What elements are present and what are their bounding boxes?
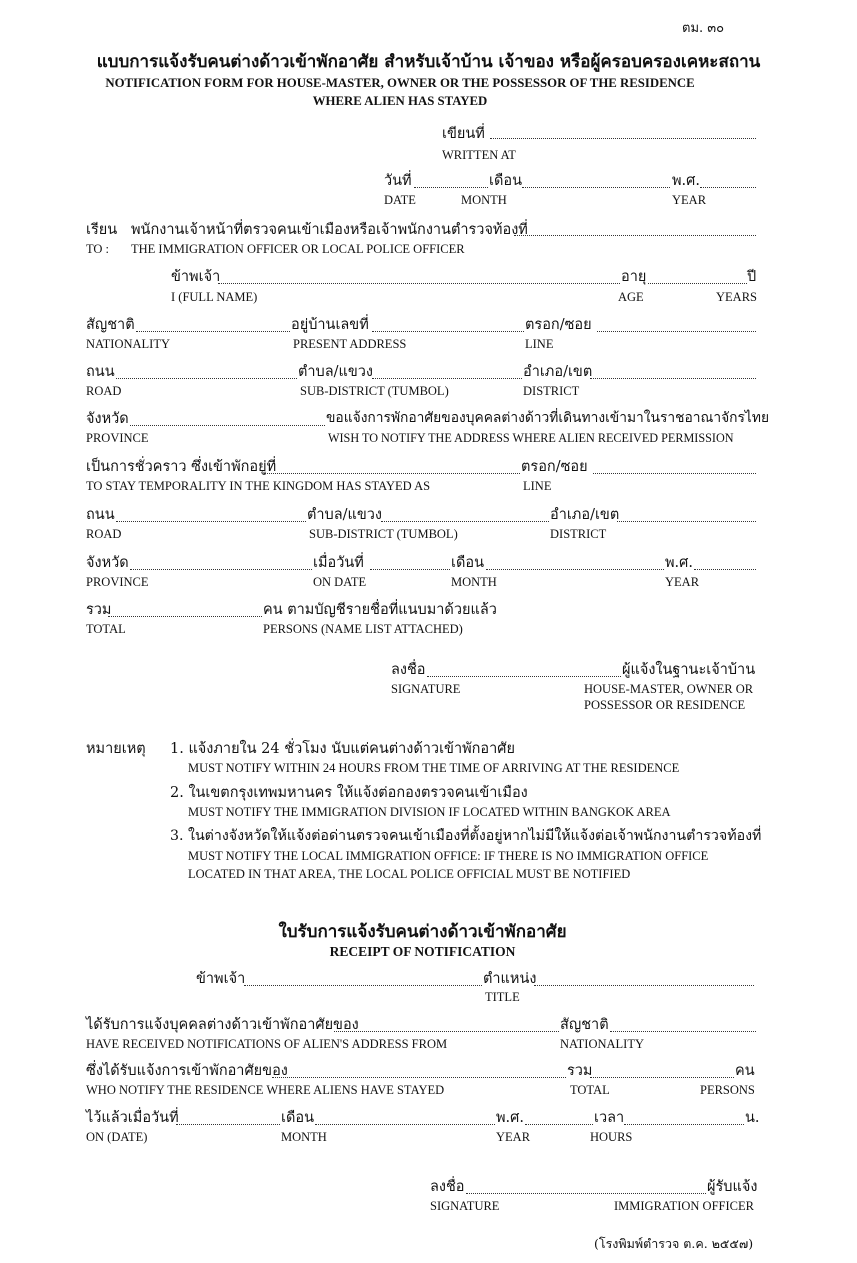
notifier-role-label-en: HOUSE-MASTER, OWNER OR xyxy=(584,682,754,696)
remark-item-en: MUST NOTIFY WITHIN 24 HOURS FROM THE TIME OF ARRIVING AT THE RESIDENCE xyxy=(188,761,680,775)
to-field[interactable] xyxy=(514,235,756,236)
receipt-time-label: เวลา xyxy=(594,1110,625,1126)
road-field[interactable] xyxy=(116,378,297,379)
stay-subdistrict-field[interactable] xyxy=(381,521,549,522)
remarks-label: หมายเหตุ xyxy=(86,741,146,757)
on-date-year-label: พ.ศ. xyxy=(665,555,693,571)
notifier-field[interactable] xyxy=(272,1077,566,1078)
form-number: ตม. ๓๐ xyxy=(682,21,725,36)
age-field[interactable] xyxy=(648,283,747,284)
full-name-label-en: I (FULL NAME) xyxy=(171,290,258,304)
form-title-thai: แบบการแจ้งรับคนต่างด้าวเข้าพักอาศัย สำหรับเจ้าบ้าน เจ้าของ หรือผู้ครอบครองเคหะสถาน xyxy=(96,52,761,72)
stay-address-field[interactable] xyxy=(264,473,520,474)
to-recipient-en: THE IMMIGRATION OFFICER OR LOCAL POLICE OFFICER xyxy=(131,242,465,256)
nationality-label: สัญชาติ xyxy=(86,317,135,333)
receipt-hour-label: น. xyxy=(745,1110,760,1126)
receiver-role-label-en: IMMIGRATION OFFICER xyxy=(614,1199,754,1213)
receipt-month-label-en: MONTH xyxy=(281,1130,327,1144)
line-label-en: LINE xyxy=(525,337,554,351)
position-label-en: TITLE xyxy=(485,990,520,1004)
subdistrict-label-en: SUB-DISTRICT (TUMBOL) xyxy=(300,384,449,398)
receipt-total-field[interactable] xyxy=(590,1077,734,1078)
on-date-year-field[interactable] xyxy=(694,569,756,570)
officer-name-label: ข้าพเจ้า xyxy=(196,971,246,987)
present-address-field[interactable] xyxy=(372,331,524,332)
district-label-en: DISTRICT xyxy=(523,384,580,398)
stay-label: เป็นการชั่วคราว ซึ่งเข้าพักอยู่ที่ xyxy=(86,459,277,475)
persons-attached-label: คน ตามบัญชีรายชื่อที่แนบมาด้วยแล้ว xyxy=(263,602,497,618)
stay-line-label: ตรอก/ซอย xyxy=(521,459,588,475)
remark-item-en: MUST NOTIFY THE IMMIGRATION DIVISION IF LOCATED WITHIN BANGKOK AREA xyxy=(188,805,671,819)
received-from-label-en: HAVE RECEIVED NOTIFICATIONS OF ALIEN'S ADDRESS FROM xyxy=(86,1037,448,1051)
receiver-signature-label-en: SIGNATURE xyxy=(430,1199,500,1213)
officer-name-field[interactable] xyxy=(244,985,482,986)
receiver-role-label: ผู้รับแจ้ง xyxy=(707,1179,758,1195)
receipt-title-en: RECEIPT OF NOTIFICATION xyxy=(329,944,516,959)
years-label: ปี xyxy=(747,269,757,285)
date-year-field[interactable] xyxy=(700,187,756,188)
remark-item: 2. ในเขตกรุงเทพมหานคร ให้แจ้งต่อกองตรวจคนเข้าเมือง xyxy=(170,785,528,801)
present-address-label: อยู่บ้านเลขที่ xyxy=(291,317,369,333)
written-at-field[interactable] xyxy=(490,138,756,139)
stay-district-label: อำเภอ/เขต xyxy=(550,507,620,523)
on-date-label-en: ON DATE xyxy=(313,575,367,589)
received-from-field[interactable] xyxy=(334,1031,559,1032)
present-address-label-en: PRESENT ADDRESS xyxy=(293,337,407,351)
printer-footer: (โรงพิมพ์ตำรวจ ต.ค. ๒๕๕๗) xyxy=(594,1236,754,1251)
subdistrict-label: ตำบล/แขวง xyxy=(298,364,374,380)
remark-item: 1. แจ้งภายใน 24 ชั่วโมง นับแต่คนต่างด้าวเข้าพักอาศัย xyxy=(170,741,515,757)
nationality-field[interactable] xyxy=(136,331,290,332)
district-label: อำเภอ/เขต xyxy=(523,364,593,380)
stay-subdistrict-label-en: SUB-DISTRICT (TUMBOL) xyxy=(309,527,458,541)
receipt-date-label: ไว้แล้วเมื่อวันที่ xyxy=(86,1110,179,1126)
remark-item-en: LOCATED IN THAT AREA, THE LOCAL POLICE OFFICIAL MUST BE NOTIFIED xyxy=(188,867,631,881)
receipt-year-field[interactable] xyxy=(525,1124,593,1125)
receipt-year-label: พ.ศ. xyxy=(496,1110,524,1126)
province-label-en: PROVINCE xyxy=(86,431,149,445)
remark-item: 3. ในต่างจังหวัดให้แจ้งต่อด่านตรวจคนเข้าเมืองที่ตั้งอยู่หากไม่มีให้แจ้งต่อเจ้าพนักงานตำรวจท้องที่ xyxy=(170,828,762,844)
date-label: วันที่ xyxy=(384,173,412,189)
date-day-field[interactable] xyxy=(414,187,488,188)
age-label-en: AGE xyxy=(618,290,644,304)
province-label: จังหวัด xyxy=(86,411,129,427)
nationality-label-en: NATIONALITY xyxy=(86,337,171,351)
written-at-label-en: WRITTEN AT xyxy=(442,148,516,162)
receipt-persons-label-en: PERSONS xyxy=(700,1083,755,1097)
stay-province-label-en: PROVINCE xyxy=(86,575,149,589)
on-date-month-field[interactable] xyxy=(486,569,664,570)
receipt-hours-label-en: HOURS xyxy=(590,1130,633,1144)
road-label: ถนน xyxy=(86,364,115,380)
notifier-role-label: ผู้แจ้งในฐานะเจ้าบ้าน xyxy=(622,662,756,678)
receipt-time-field[interactable] xyxy=(624,1124,744,1125)
form-title-english: NOTIFICATION FORM FOR HOUSE-MASTER, OWNER OR THE POSSESSOR OF THE RESIDENCE xyxy=(105,76,695,90)
years-label-en: YEARS xyxy=(716,290,757,304)
receiver-signature-label: ลงชื่อ xyxy=(430,1179,465,1195)
on-date-month-label: เดือน xyxy=(451,555,484,571)
road-label-en: ROAD xyxy=(86,384,122,398)
subdistrict-field[interactable] xyxy=(372,378,522,379)
receiver-signature-field[interactable] xyxy=(466,1193,706,1194)
stay-district-field[interactable] xyxy=(617,521,756,522)
stay-label-en: TO STAY TEMPORALITY IN THE KINGDOM HAS STAYED AS xyxy=(86,479,431,493)
notifier-role-label-en-line2: POSSESSOR OR RESIDENCE xyxy=(584,698,746,712)
receipt-date-label-en: ON (DATE) xyxy=(86,1130,148,1144)
receipt-title: ใบรับการแจ้งรับคนต่างด้าวเข้าพักอาศัย xyxy=(278,922,567,942)
on-date-year-label-en: YEAR xyxy=(665,575,700,589)
date-year-label: พ.ศ. xyxy=(672,173,700,189)
receipt-year-label-en: YEAR xyxy=(496,1130,531,1144)
position-label: ตำแหน่ง xyxy=(483,971,537,987)
line-label: ตรอก/ซอย xyxy=(525,317,592,333)
date-month-field[interactable] xyxy=(522,187,670,188)
stay-road-field[interactable] xyxy=(116,521,306,522)
stay-province-label: จังหวัด xyxy=(86,555,129,571)
province-field[interactable] xyxy=(130,425,325,426)
signature-label-en: SIGNATURE xyxy=(391,682,461,696)
total-label: รวม xyxy=(86,602,112,618)
to-recipient: พนักงานเจ้าหน้าที่ตรวจคนเข้าเมืองหรือเจ้าพนักงานตำรวจท้องที่ xyxy=(131,222,528,238)
receipt-persons-label: คน xyxy=(735,1063,755,1079)
date-label-en: DATE xyxy=(384,193,416,207)
persons-attached-label-en: PERSONS (NAME LIST ATTACHED) xyxy=(263,622,463,636)
stay-district-label-en: DISTRICT xyxy=(550,527,607,541)
full-name-field[interactable] xyxy=(218,283,620,284)
notifier-label: ซึ่งได้รับแจ้งการเข้าพักอาศัยของ xyxy=(86,1063,288,1079)
to-label: เรียน xyxy=(86,222,118,238)
date-year-label-en: YEAR xyxy=(672,193,707,207)
receipt-date-day-field[interactable] xyxy=(176,1124,280,1125)
stay-province-field[interactable] xyxy=(130,569,312,570)
receipt-nationality-field[interactable] xyxy=(610,1031,756,1032)
received-from-label: ได้รับการแจ้งบุคคลต่างด้าวเข้าพักอาศัยของ xyxy=(86,1017,359,1033)
receipt-nationality-label-en: NATIONALITY xyxy=(560,1037,645,1051)
signature-label: ลงชื่อ xyxy=(391,662,426,678)
stay-line-field[interactable] xyxy=(593,473,756,474)
district-field[interactable] xyxy=(590,378,756,379)
receipt-total-label: รวม xyxy=(567,1063,593,1079)
total-persons-field[interactable] xyxy=(108,616,262,617)
remark-item-en: MUST NOTIFY THE LOCAL IMMIGRATION OFFICE: IF THERE IS NO IMMIGRATION OFFICE xyxy=(188,849,709,863)
date-month-label-en: MONTH xyxy=(461,193,507,207)
on-date-label: เมื่อวันที่ xyxy=(313,555,364,571)
date-month-label: เดือน xyxy=(489,173,522,189)
on-date-day-field[interactable] xyxy=(370,569,450,570)
written-at-label: เขียนที่ xyxy=(442,126,485,142)
notify-statement: ขอแจ้งการพักอาศัยของบุคคลต่างด้าวที่เดินทางเข้ามาในราชอาณาจักรไทย xyxy=(326,410,770,426)
form-title-english-line2: WHERE ALIEN HAS STAYED xyxy=(312,94,488,108)
stay-road-label-en: ROAD xyxy=(86,527,122,541)
receipt-total-label-en: TOTAL xyxy=(570,1083,610,1097)
notifier-label-en: WHO NOTIFY THE RESIDENCE WHERE ALIENS HAVE STAYED xyxy=(86,1083,445,1097)
position-field[interactable] xyxy=(534,985,754,986)
stay-subdistrict-label: ตำบล/แขวง xyxy=(307,507,383,523)
line-field[interactable] xyxy=(597,331,756,332)
full-name-label: ข้าพเจ้า xyxy=(171,269,221,285)
receipt-nationality-label: สัญชาติ xyxy=(560,1017,609,1033)
on-date-month-label-en: MONTH xyxy=(451,575,497,589)
stay-line-label-en: LINE xyxy=(523,479,552,493)
stay-road-label: ถนน xyxy=(86,507,115,523)
notifier-signature-field[interactable] xyxy=(427,676,621,677)
to-label-en: TO : xyxy=(86,242,110,256)
receipt-month-field[interactable] xyxy=(315,1124,495,1125)
age-label: อายุ xyxy=(621,269,647,285)
total-label-en: TOTAL xyxy=(86,622,126,636)
notify-statement-en: WISH TO NOTIFY THE ADDRESS WHERE ALIEN RECEIVED PERMISSION xyxy=(328,431,734,445)
receipt-month-label: เดือน xyxy=(281,1110,314,1126)
